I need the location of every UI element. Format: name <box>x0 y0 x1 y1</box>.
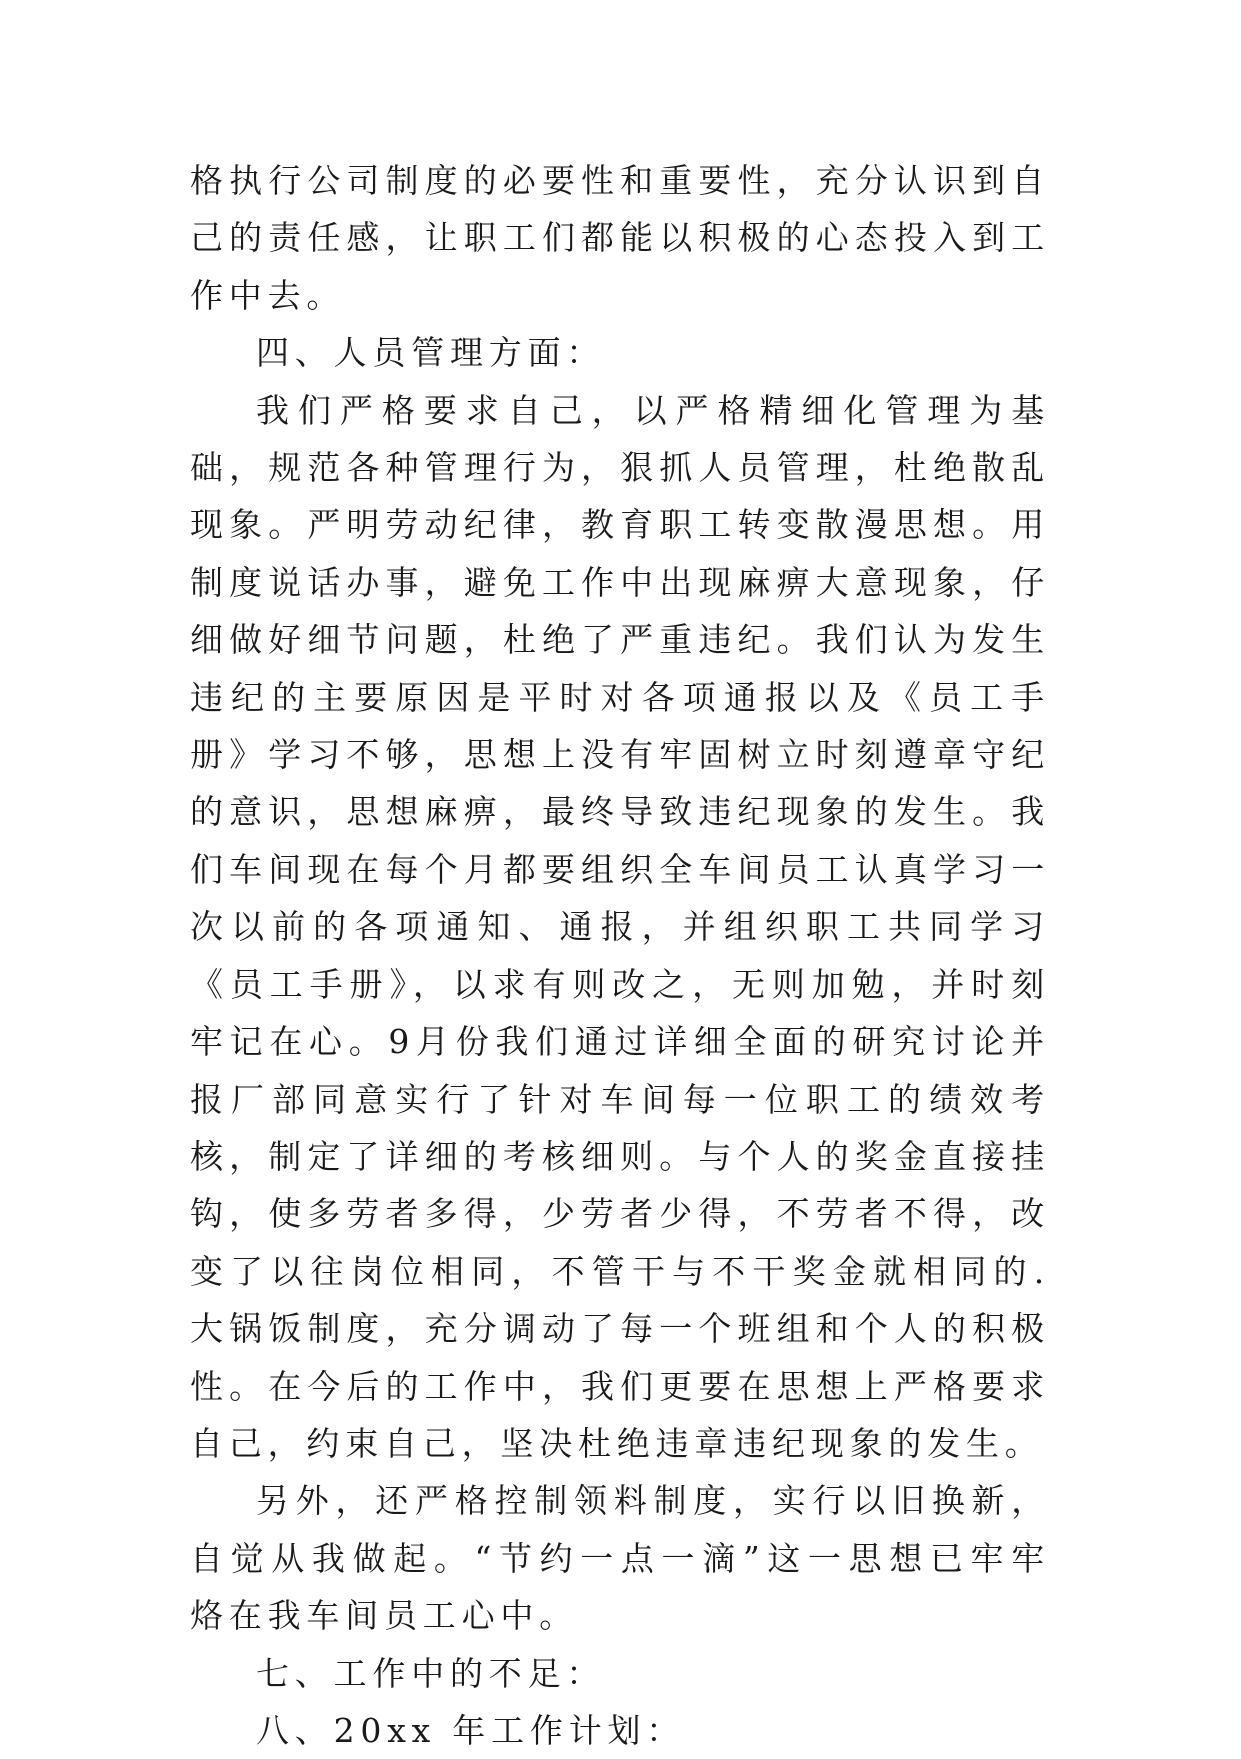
section-heading-personnel-management: 四、人员管理方面： <box>256 333 606 373</box>
section-heading-shortcomings: 七、工作中的不足： <box>256 1653 606 1693</box>
paragraph-personnel-management: 我们严格要求自己，以严格精细化管理为基础，规范各种管理行为，狠抓人员管理，杜绝散乱现象。严明劳动纪律，教育职工转变散漫思想。用制度说话办事，避免工作中出现麻痹大意现象，仔细做好细节问题，杜绝了严重违纪。我们认为发生违纪的主要原因是平时对各项通报以及《员工手册》学习不够，思想上没有牢固树立时刻遵章守纪的意识，思想麻痹，最终导致违纪现象的发生。我们车间现在每个月都要组织全车间员工认真学习一次以前的各项通知、通报，并组织职工共同学习《员工手册》，以求有则改之，无则加勉，并时刻牢记在心。9月份我们通过详细全面的研究讨论并报厂部同意实行了针对车间每一位职工的绩效考核，制定了详细的考核细则。与个人的奖金直接挂钩，使多劳者多得，少劳者少得，不劳者不得，改变了以往岗位相同，不管干与不干奖金就相同的.大锅饭制度，充分调动了每一个班组和个人的积极性。在今后的工作中，我们更要在思想上严格要求自己，约束自己，坚决杜绝违章违纪现象的发生。 <box>190 390 1050 1463</box>
paragraph-material-control: 另外，还严格控制领料制度，实行以旧换新，自觉从我做起。“节约一点一滴”这一思想已牢牢烙在我车间员工心中。 <box>190 1481 1050 1636</box>
paragraph-continuation: 格执行公司制度的必要性和重要性，充分认识到自己的责任感，让职工们都能以积极的心态投入到工作中去。 <box>190 161 1050 315</box>
document-body <box>190 152 1050 1759</box>
section-heading-work-plan: 八、20xx 年工作计划： <box>256 1710 686 1750</box>
